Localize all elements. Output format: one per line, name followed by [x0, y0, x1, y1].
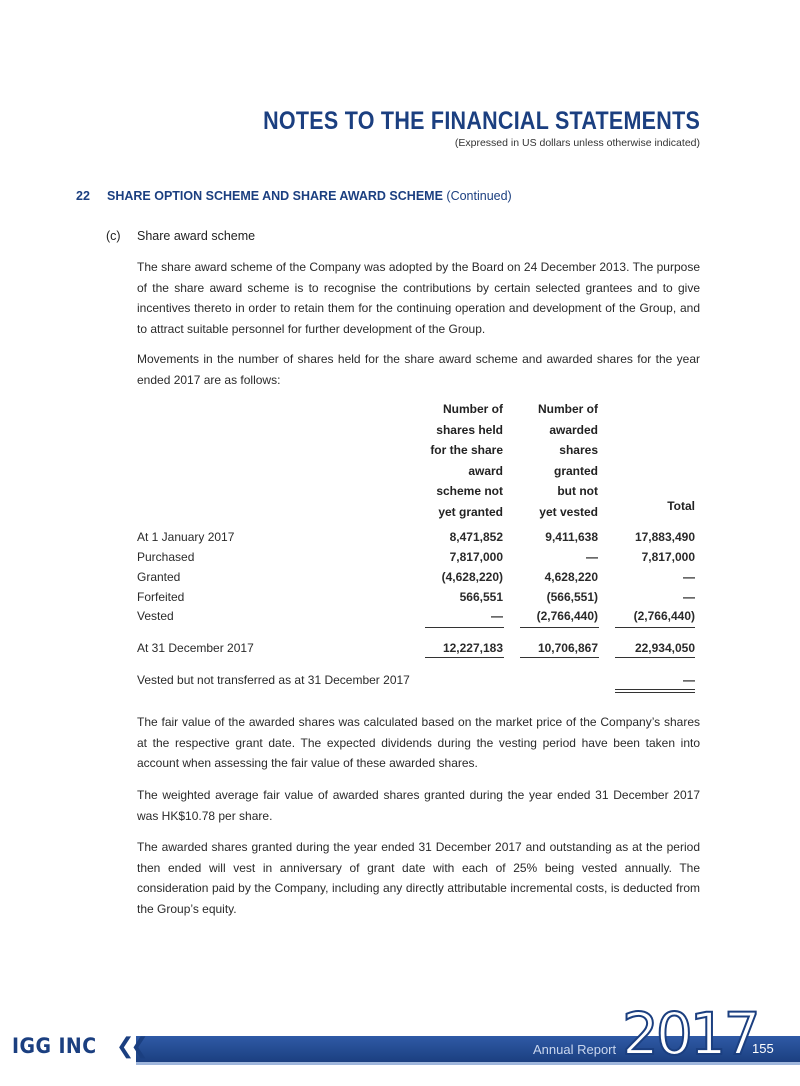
- table-row: Vested but not transferred as at 31 December 2017 —: [137, 673, 695, 687]
- report-year: 2017: [622, 1000, 758, 1068]
- total-rule: [520, 657, 599, 658]
- subtotal-rule: [615, 627, 695, 628]
- paragraph-weighted-average: The weighted average fair value of awarded shares granted during the year ended 31 December 2017 was HK$10.78 per share.: [137, 788, 700, 823]
- subsection-label: (c): [106, 229, 121, 243]
- table-row-total: At 31 December 2017 12,227,183 10,706,867 22,934,050: [137, 641, 695, 655]
- page-header: [192, 106, 700, 150]
- paragraph-scheme-purpose: The share award scheme of the Company was adopted by the Board on 24 December 2013. The purpose of the share award scheme is to recognise the contributions by certain selected grantees and to give incentives thereto in order to retain them for the continuing operation and development of the Group, and to attract suitable personnel for further development of the Group.: [137, 260, 700, 336]
- paragraph-vesting: The awarded shares granted during the year ended 31 December 2017 and outstanding as at the period then ended will vest in anniversary of grant date with each of 25% being vested annually. The consideration paid by the Company, including any directly attributable incremental costs, is deducted from the Group’s equity.: [137, 840, 700, 916]
- paragraph-movements-intro: Movements in the number of shares held for the share award scheme and awarded shares for the year ended 2017 are as follows:: [137, 352, 700, 387]
- double-rule-bottom: [615, 692, 695, 693]
- annual-report-label: Annual Report: [533, 1042, 617, 1057]
- chevron-left-icon: ❮❮: [116, 1034, 145, 1059]
- subtotal-rule: [520, 627, 599, 628]
- table-row: Granted (4,628,220) 4,628,220 —: [137, 570, 695, 584]
- table-row: Purchased 7,817,000 — 7,817,000: [137, 550, 695, 564]
- subsection-title: Share award scheme: [137, 229, 256, 243]
- section-continued: (Continued): [446, 189, 512, 203]
- page-number: 155: [752, 1041, 774, 1056]
- paragraph-fair-value: The fair value of the awarded shares was calculated based on the market price of the Company’s shares at the respective grant date. The expected dividends during the vesting period have been taken into account when assessing the fair value of these awarded shares.: [137, 715, 700, 770]
- company-logo: IGG INC: [12, 1034, 97, 1058]
- table-row: At 1 January 2017 8,471,852 9,411,638 17,883,490: [137, 530, 695, 544]
- column-header-total: Total: [667, 499, 695, 513]
- page-title: NOTES TO THE FINANCIAL STATEMENTS: [263, 107, 700, 135]
- column-header-shares-held: Number of shares held for the share award scheme not yet granted: [430, 402, 503, 519]
- subsection-heading: [106, 229, 255, 243]
- table-row: Vested — (2,766,440) (2,766,440): [137, 609, 695, 623]
- column-header-awarded-shares: Number of awarded shares granted but not yet vested: [538, 402, 598, 519]
- page-subtitle: (Expressed in US dollars unless otherwise indicated): [454, 137, 700, 149]
- double-rule-top: [615, 689, 695, 690]
- section-heading: [76, 189, 512, 203]
- total-rule: [615, 657, 695, 658]
- section-title: SHARE OPTION SCHEME AND SHARE AWARD SCHEME: [107, 189, 443, 203]
- table-row: Forfeited 566,551 (566,551) —: [137, 590, 695, 604]
- total-rule: [425, 657, 504, 658]
- section-number: 22: [76, 189, 90, 203]
- subtotal-rule: [425, 627, 504, 628]
